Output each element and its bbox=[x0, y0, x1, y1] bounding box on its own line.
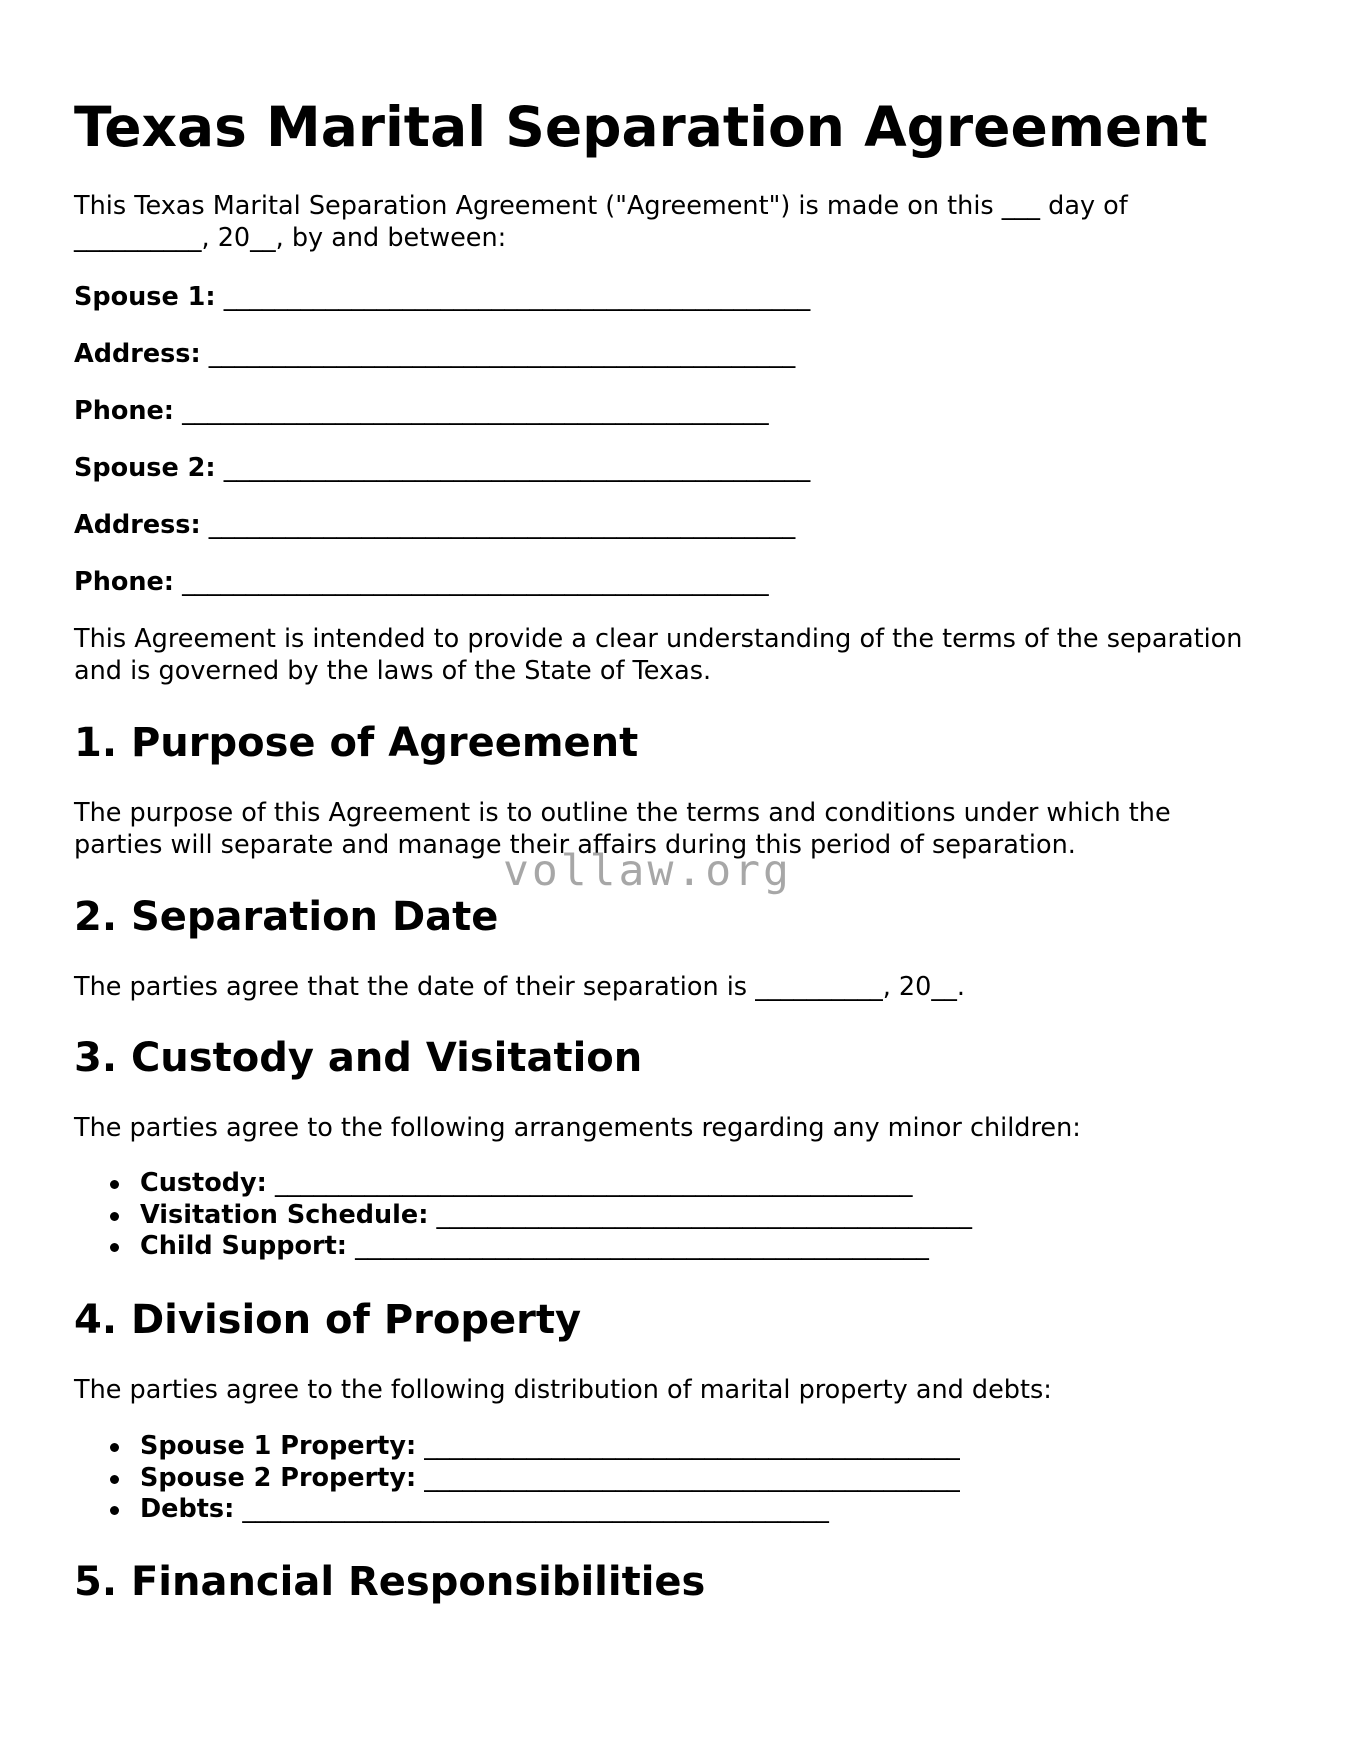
property-paragraph: The parties agree to the following distribution of marital property and debts: bbox=[74, 1375, 1052, 1405]
list-item bbox=[108, 1200, 972, 1232]
bullet-icon bbox=[110, 1180, 119, 1189]
custody-list bbox=[108, 1168, 972, 1263]
field-label: Address: bbox=[74, 510, 201, 540]
section-heading-property: 4. Division of Property bbox=[74, 1297, 582, 1343]
item-label: Debts: bbox=[140, 1494, 235, 1524]
list-item bbox=[108, 1431, 960, 1463]
field-label: Phone: bbox=[74, 567, 175, 597]
section-heading-separation-date: 2. Separation Date bbox=[74, 894, 499, 940]
intro-paragraph: This Texas Marital Separation Agreement ("Agreement") is made on this ___ day of __________, 20__, by and between: bbox=[74, 191, 1128, 253]
field-blank: ______________________________________________ bbox=[208, 510, 796, 540]
purpose-paragraph: The purpose of this Agreement is to outline the terms and conditions under which the parties will separate and manage their affairs during this period of separation. bbox=[74, 798, 1171, 860]
field-blank: ______________________________________________ bbox=[223, 453, 811, 483]
bullet-icon bbox=[110, 1506, 119, 1515]
field-label: Address: bbox=[74, 339, 201, 369]
field-blank: ______________________________________________ bbox=[182, 396, 769, 426]
property-list bbox=[108, 1431, 960, 1526]
list-item bbox=[108, 1168, 972, 1200]
item-blank: _____________________________________________ bbox=[355, 1231, 929, 1261]
item-blank: __________________________________________ bbox=[436, 1199, 973, 1230]
bullet-icon bbox=[110, 1212, 119, 1221]
field-blank: ______________________________________________ bbox=[208, 339, 796, 369]
custody-paragraph: The parties agree to the following arrangements regarding any minor children: bbox=[74, 1113, 1081, 1143]
watermark: vollaw.org bbox=[503, 846, 792, 896]
spouse2-address-field bbox=[74, 509, 795, 541]
spouse1-phone-field bbox=[74, 395, 769, 427]
section-heading-custody: 3. Custody and Visitation bbox=[74, 1035, 643, 1081]
spouse2-phone-field bbox=[74, 566, 769, 598]
item-blank: __________________________________________________ bbox=[274, 1168, 913, 1198]
item-label: Spouse 1 Property: bbox=[140, 1431, 417, 1461]
list-item bbox=[108, 1494, 960, 1526]
item-blank: __________________________________________ bbox=[424, 1431, 960, 1461]
field-label: Spouse 1: bbox=[74, 282, 216, 312]
spouse2-name-field bbox=[74, 452, 810, 484]
item-label: Visitation Schedule: bbox=[140, 1199, 429, 1230]
item-blank: __________________________________________ bbox=[424, 1462, 960, 1493]
list-item bbox=[108, 1463, 960, 1495]
bullet-icon bbox=[110, 1475, 119, 1484]
governing-law-paragraph: This Agreement is intended to provide a clear understanding of the terms of the separation and is governed by the laws of the State of Texas. bbox=[74, 624, 1243, 686]
item-label: Custody: bbox=[140, 1168, 267, 1198]
field-blank: ______________________________________________ bbox=[223, 282, 811, 312]
item-blank: ______________________________________________ bbox=[242, 1494, 829, 1524]
section-heading-financial: 5. Financial Responsibilities bbox=[74, 1559, 706, 1605]
bullet-icon bbox=[110, 1443, 119, 1452]
spouse1-name-field bbox=[74, 281, 810, 313]
section-heading-purpose: 1. Purpose of Agreement bbox=[74, 720, 639, 766]
item-label: Child Support: bbox=[140, 1231, 347, 1261]
bullet-icon bbox=[110, 1243, 119, 1252]
spouse1-address-field bbox=[74, 338, 795, 370]
document-title: Texas Marital Separation Agreement bbox=[74, 95, 1208, 159]
field-label: Phone: bbox=[74, 396, 175, 426]
item-label: Spouse 2 Property: bbox=[140, 1462, 417, 1493]
field-blank: ______________________________________________ bbox=[182, 567, 769, 597]
list-item bbox=[108, 1231, 972, 1263]
separation-date-paragraph: The parties agree that the date of their separation is __________, 20__. bbox=[74, 972, 965, 1002]
field-label: Spouse 2: bbox=[74, 453, 216, 483]
